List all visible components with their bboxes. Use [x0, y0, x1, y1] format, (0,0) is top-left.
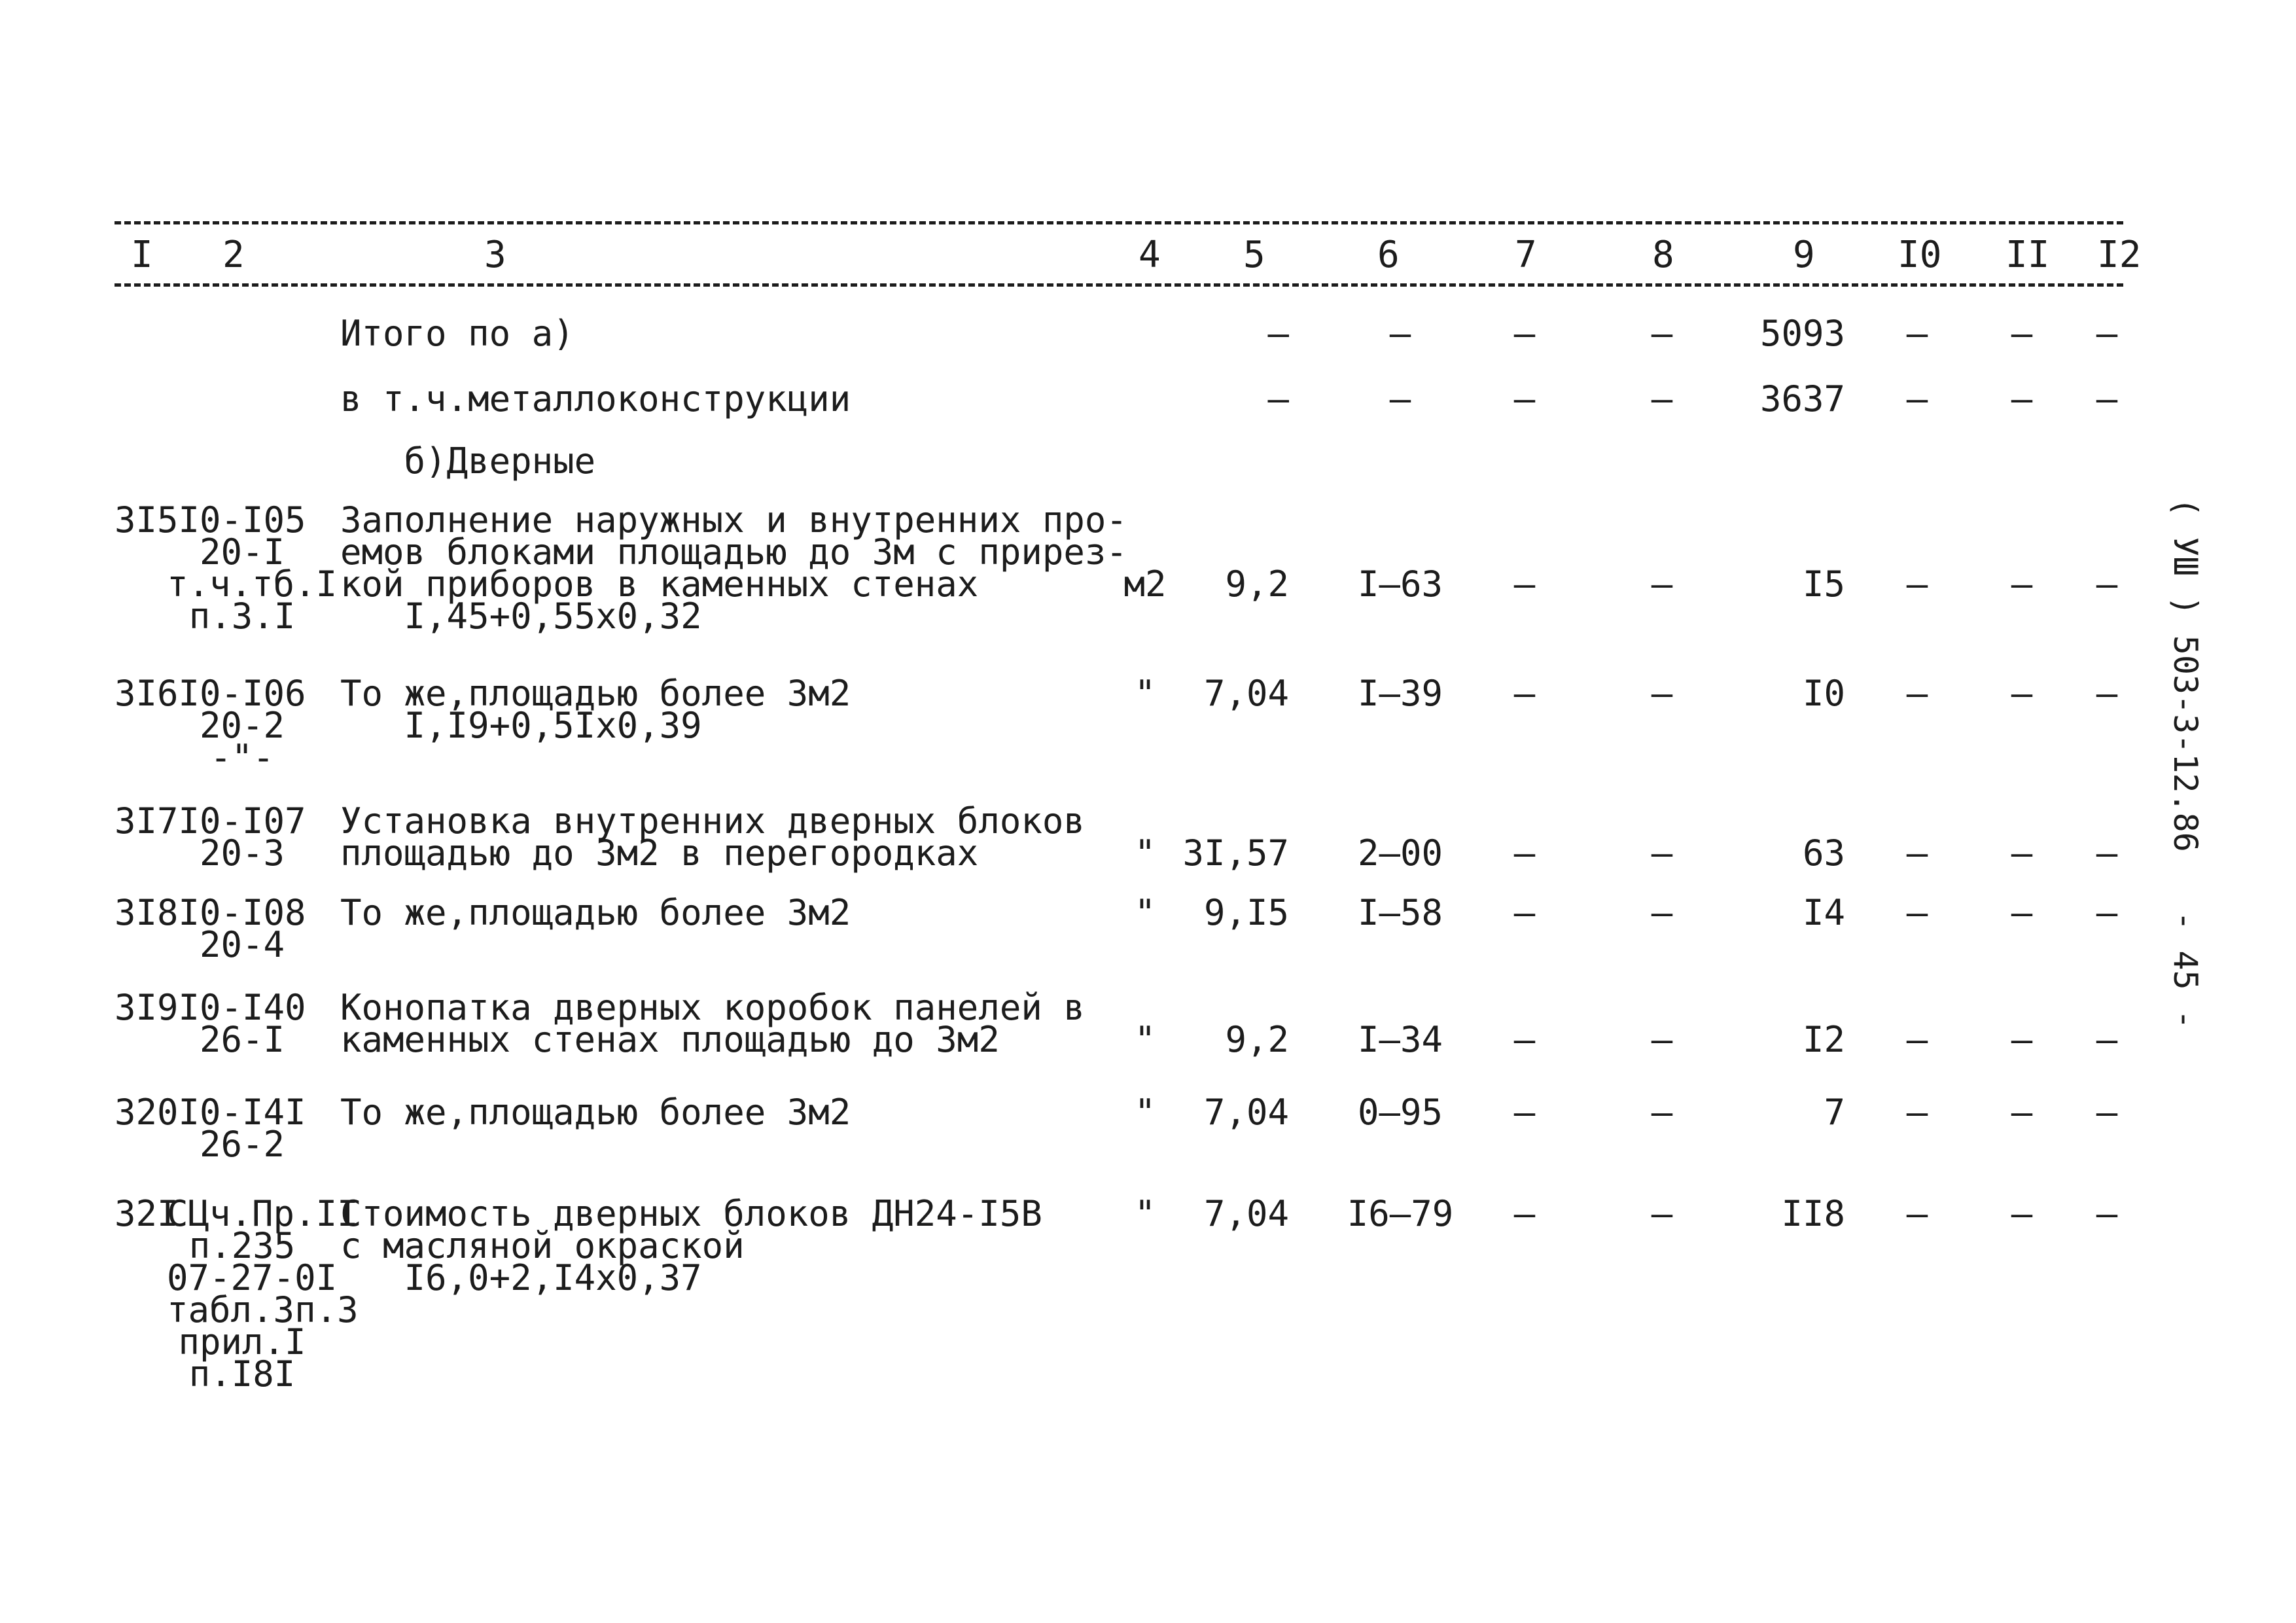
cell-col-11: –	[2011, 1193, 2033, 1234]
cell-col-10: –	[1906, 313, 1928, 354]
cell-col-4: "	[1134, 673, 1156, 714]
cell-col-3: Итого по а)	[340, 313, 574, 354]
cell-col-3: Конопатка дверных коробок панелей в каменных стенах площадью до 3м2	[340, 987, 1085, 1060]
cell-col-5: 7,04	[1203, 1193, 1289, 1234]
cell-col-3: То же,площадью более 3м2	[340, 892, 851, 933]
cell-col-9: II8	[1781, 1193, 1845, 1234]
cell-col-5: 9,2	[1225, 1019, 1289, 1060]
cell-col-8: –	[1651, 563, 1673, 605]
cell-col-11: –	[2011, 1092, 2033, 1133]
cell-col-11: –	[2011, 673, 2033, 714]
cell-col-10: –	[1906, 1193, 1928, 1234]
cell-col-8: –	[1651, 1019, 1673, 1060]
cell-col-8: –	[1651, 313, 1673, 354]
cell-col-7: –	[1513, 1092, 1536, 1133]
cell-col-12: –	[2096, 1193, 2118, 1234]
cell-col-6: –	[1389, 378, 1411, 419]
cell-col-5: 3I,57	[1182, 832, 1289, 874]
cell-col-5: 9,2	[1225, 563, 1289, 605]
cell-col-12: –	[2096, 313, 2118, 354]
cell-col-2: I0-I07 20-3	[178, 800, 306, 874]
cell-col-8: –	[1651, 1193, 1673, 1234]
cell-col-12: –	[2096, 563, 2118, 605]
cell-col-2: I0-I08 20-4	[178, 892, 306, 965]
cell-col-2: СЦч.Пр.II п.235 07-27-0I табл.3п.3 прил.I п.I8I	[167, 1193, 359, 1395]
cell-col-3: То же,площадью более 3м2	[340, 1092, 851, 1133]
cell-col-11: –	[2011, 563, 2033, 605]
page-number-label: ( УШ ) 503-3-12.86 - 45 -	[2166, 497, 2204, 1029]
cell-col-1: 3I7	[115, 800, 179, 842]
column-header: 4	[1139, 234, 1161, 276]
cell-col-7: –	[1513, 1193, 1536, 1234]
cell-col-6: I–63	[1357, 563, 1443, 605]
cell-col-5: –	[1267, 378, 1289, 419]
cell-col-8: –	[1651, 832, 1673, 874]
cell-col-10: –	[1906, 673, 1928, 714]
cell-col-8: –	[1651, 1092, 1673, 1133]
cell-col-7: –	[1513, 378, 1536, 419]
cell-col-11: –	[2011, 892, 2033, 933]
cell-col-5: –	[1267, 313, 1289, 354]
header-top-rule	[115, 221, 2123, 224]
cell-col-6: I–58	[1357, 892, 1443, 933]
cell-col-4: "	[1134, 1193, 1156, 1234]
cell-col-8: –	[1651, 673, 1673, 714]
cell-col-6: –	[1389, 313, 1411, 354]
cell-col-4: "	[1134, 832, 1156, 874]
column-header: 9	[1793, 234, 1815, 276]
cell-col-11: –	[2011, 378, 2033, 419]
column-header: I2	[2097, 234, 2142, 276]
column-header: 7	[1515, 234, 1537, 276]
column-header: 5	[1243, 234, 1265, 276]
cell-col-12: –	[2096, 673, 2118, 714]
cell-col-12: –	[2096, 1092, 2118, 1133]
cell-col-6: I–34	[1357, 1019, 1443, 1060]
column-header: I	[131, 234, 153, 276]
cell-col-5: 7,04	[1203, 1092, 1289, 1133]
cell-col-4: "	[1134, 892, 1156, 933]
cell-col-1: 3I8	[115, 892, 179, 933]
cell-col-7: –	[1513, 673, 1536, 714]
cell-col-2: I0-I40 26-I	[178, 987, 306, 1060]
cell-col-5: 7,04	[1203, 673, 1289, 714]
cell-col-9: I2	[1802, 1019, 1845, 1060]
cell-col-10: –	[1906, 378, 1928, 419]
cell-col-8: –	[1651, 892, 1673, 933]
cell-col-6: 0–95	[1357, 1092, 1443, 1133]
cell-col-5: 9,I5	[1203, 892, 1289, 933]
cell-col-8: –	[1651, 378, 1673, 419]
column-header: 3	[484, 234, 506, 276]
column-header: 2	[222, 234, 245, 276]
cell-col-10: –	[1906, 832, 1928, 874]
cell-col-7: –	[1513, 832, 1536, 874]
cell-col-3: Стоимость дверных блоков ДН24-I5В с масляной окраской I6,0+2,I4х0,37	[340, 1193, 1042, 1298]
column-header: I0	[1898, 234, 1942, 276]
cell-col-9: I0	[1802, 673, 1845, 714]
cell-col-2: I0-I05 20-I т.ч.тб.I п.3.I	[167, 499, 338, 637]
cell-col-6: I6–79	[1347, 1193, 1454, 1234]
cell-col-3: Установка внутренних дверных блоков площадью до 3м2 в перегородках	[340, 800, 1085, 874]
cell-col-11: –	[2011, 313, 2033, 354]
cell-col-6: I–39	[1357, 673, 1443, 714]
cell-col-1: 320	[115, 1092, 179, 1133]
cell-col-11: –	[2011, 1019, 2033, 1060]
cell-col-3: в т.ч.металлоконструкции	[340, 378, 851, 419]
cell-col-7: –	[1513, 892, 1536, 933]
cell-col-4: "	[1134, 1019, 1156, 1060]
column-header: 6	[1377, 234, 1400, 276]
cell-col-12: –	[2096, 892, 2118, 933]
cell-col-11: –	[2011, 832, 2033, 874]
cell-col-3: б)Дверные	[340, 440, 596, 482]
cell-col-10: –	[1906, 892, 1928, 933]
cell-col-1: 3I6	[115, 673, 179, 714]
header-bottom-rule	[115, 283, 2123, 287]
cell-col-1: 3I5	[115, 499, 179, 541]
cell-col-12: –	[2096, 832, 2118, 874]
cell-col-4: "	[1134, 1092, 1156, 1133]
cell-col-10: –	[1906, 563, 1928, 605]
cell-col-1: 3I9	[115, 987, 179, 1028]
cell-col-10: –	[1906, 1092, 1928, 1133]
cell-col-9: 5093	[1759, 313, 1845, 354]
cell-col-12: –	[2096, 378, 2118, 419]
cell-col-3: То же,площадью более 3м2 I,I9+0,5Iх0,39	[340, 673, 851, 746]
cell-col-6: 2–00	[1357, 832, 1443, 874]
cell-col-7: –	[1513, 313, 1536, 354]
cell-col-7: –	[1513, 1019, 1536, 1060]
cell-col-9: I5	[1802, 563, 1845, 605]
cell-col-7: –	[1513, 563, 1536, 605]
cell-col-4: м2	[1123, 563, 1167, 605]
cell-col-2: I0-I06 20-2 -"-	[178, 673, 306, 778]
cell-col-9: 63	[1802, 832, 1845, 874]
cell-col-12: –	[2096, 1019, 2118, 1060]
cell-col-9: 7	[1824, 1092, 1845, 1133]
column-header: II	[2005, 234, 2050, 276]
cell-col-10: –	[1906, 1019, 1928, 1060]
cell-col-2: I0-I4I 26-2	[178, 1092, 306, 1165]
cell-col-9: I4	[1802, 892, 1845, 933]
cell-col-3: Заполнение наружных и внутренних про- емов блоками площадью до 3м с прирез- кой приборов в каменных стенах I,45+0,55х0,32	[340, 499, 1127, 637]
column-header: 8	[1652, 234, 1674, 276]
cell-col-9: 3637	[1759, 378, 1845, 419]
cell-col-1: 32I	[115, 1193, 179, 1234]
